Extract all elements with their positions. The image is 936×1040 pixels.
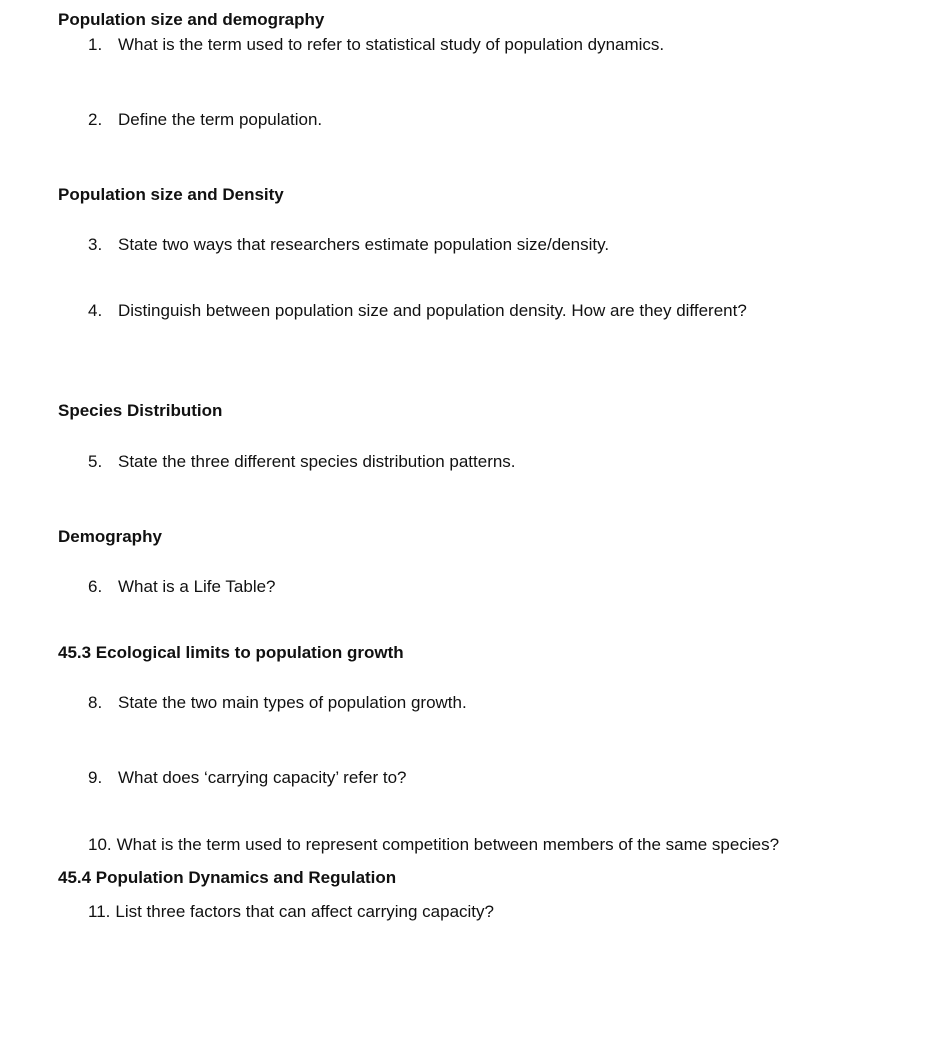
question-text: What is the term used to represent competition between members of the same species? [116,835,780,854]
heading-ecological-limits: 45.3 Ecological limits to population growth [58,643,404,662]
question-2 [88,109,322,131]
question-text: State the three different species distribution patterns. [118,452,516,471]
question-1 [88,34,664,56]
question-text: What is the term used to refer to statistical study of population dynamics. [118,35,665,54]
question-number: 10. [88,835,112,854]
question-5 [88,451,516,473]
question-text: List three factors that can affect carrying capacity? [115,902,494,921]
question-11 [88,901,494,923]
question-text: State two ways that researchers estimate population size/density. [118,235,610,254]
question-6 [88,576,276,598]
question-9 [88,767,407,789]
heading-dynamics-regulation: 45.4 Population Dynamics and Regulation [58,868,397,887]
question-text: What does ‘carrying capacity’ refer to? [118,768,407,787]
question-text: Distinguish between population size and population density. How are they different? [118,301,747,320]
question-number: 4. [88,301,103,320]
question-number: 6. [88,577,103,596]
question-10 [88,834,779,856]
heading-population-size-density: Population size and Density [58,185,284,204]
question-number: 1. [88,35,103,54]
question-number: 2. [88,110,103,129]
question-number: 5. [88,452,103,471]
question-text: What is a Life Table? [118,577,276,596]
question-4 [88,300,747,322]
question-8 [88,692,467,714]
question-number: 8. [88,693,103,712]
question-text: State the two main types of population growth. [118,693,467,712]
question-text: Define the term population. [118,110,323,129]
question-number: 11. [88,902,111,921]
question-3 [88,234,609,256]
question-number: 9. [88,768,103,787]
question-number: 3. [88,235,103,254]
heading-population-size-demography: Population size and demography [58,10,325,29]
heading-species-distribution: Species Distribution [58,401,223,420]
heading-demography: Demography [58,527,162,546]
